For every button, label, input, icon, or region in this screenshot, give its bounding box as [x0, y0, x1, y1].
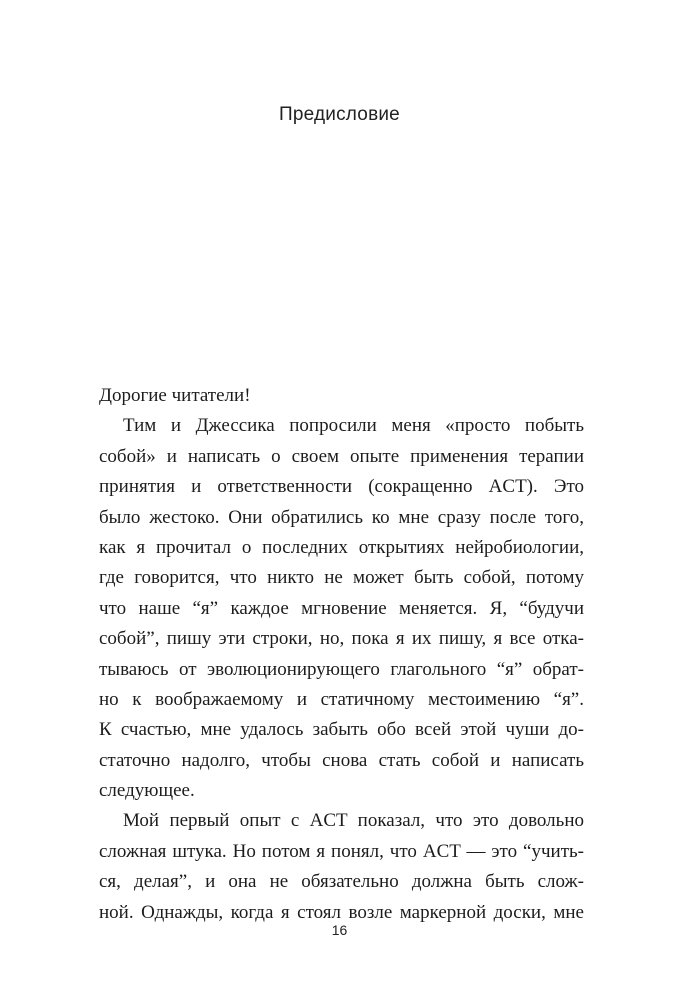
text-line: что наше “я” каждое мгновение меняется. Я, “будучи	[99, 597, 584, 619]
text-line: следующее.	[99, 780, 195, 802]
text-line: собой”, пишу эти строки, но, пока я их пишу, я все отка-	[99, 628, 584, 650]
text-line: Тим и Джессика попросили меня «просто побыть	[123, 415, 584, 437]
text-line: статочно надолго, чтобы снова стать собой и написать	[99, 749, 584, 771]
text-line: собой» и написать о своем опыте применения терапии	[99, 445, 584, 467]
text-line: как я прочитал о последних открытиях нейробиологии,	[99, 536, 584, 558]
text-line: ся, делая”, и она не обязательно должна быть слож-	[99, 871, 584, 893]
salutation-line: Дорогие читатели!	[99, 385, 251, 406]
text-line: К счастью, мне удалось забыть обо всей этой чуши до-	[99, 719, 584, 741]
text-line: где говорится, что никто не может быть собой, потому	[99, 567, 584, 589]
body-text	[99, 381, 584, 928]
text-line: ной. Однажды, когда я стоял возле маркерной доски, мне	[99, 901, 584, 923]
text-line: принятия и ответственности (сокращенно ACT). Это	[99, 476, 584, 498]
text-line: но к воображаемому и статичному местоимению “я”.	[99, 688, 584, 710]
text-line: было жестоко. Они обратились ко мне сразу после того,	[99, 506, 584, 528]
text-line: Мой первый опыт с ACT показал, что это довольно	[123, 810, 584, 832]
page-number: 16	[331, 922, 348, 938]
text-line: тываюсь от эволюционирующего глагольного “я” обрат-	[99, 658, 584, 680]
chapter-title: Предисловие	[279, 104, 400, 125]
text-line: сложная штука. Но потом я понял, что ACT — это “учить-	[99, 840, 584, 862]
